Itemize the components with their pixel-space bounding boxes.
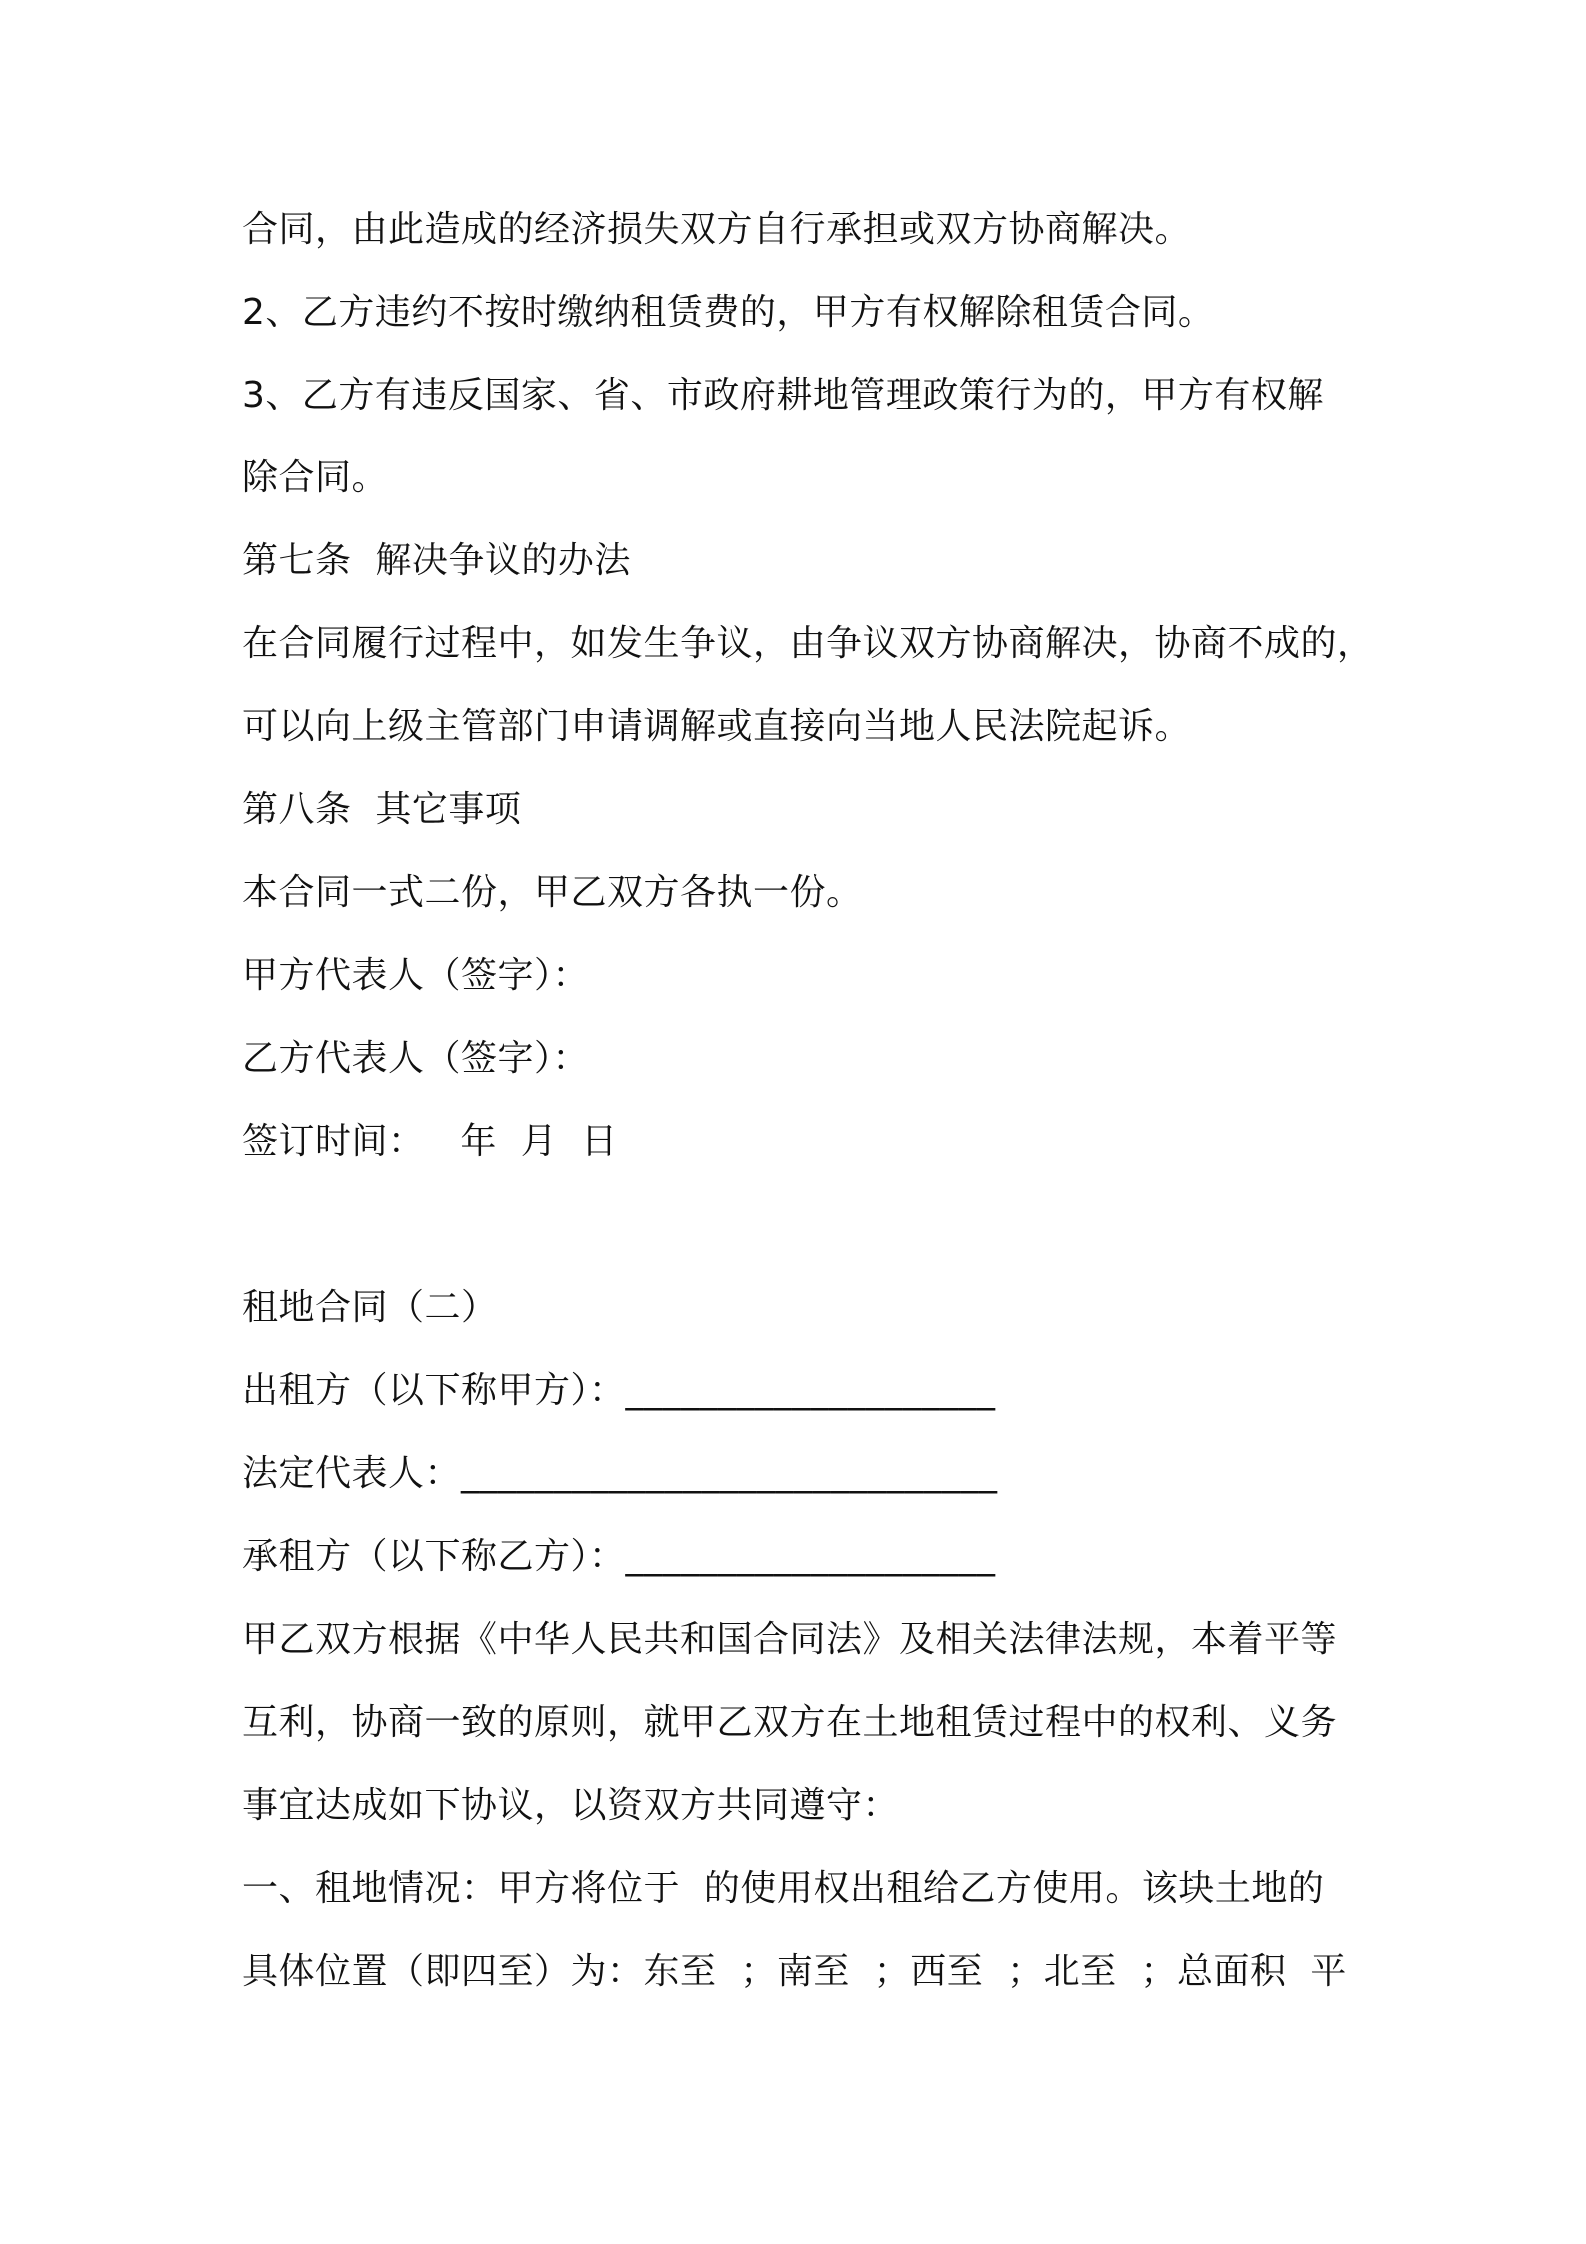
text-line: 事宜达成如下协议，以资双方共同遵守： xyxy=(242,1785,900,1826)
text-line: 除合同。 xyxy=(242,457,389,498)
signature-line: 乙方代表人（签字）： xyxy=(242,1038,590,1079)
text-line: 具体位置（即四至）为：东至 ；南至 ；西至 ；北至 ；总面积 平 xyxy=(242,1951,1347,1992)
fill-in-line: 法定代表人：_____________________________ xyxy=(242,1453,998,1494)
fill-in-line: 出租方（以下称甲方）：____________________ xyxy=(242,1370,996,1411)
text-line: 一、租地情况：甲方将位于 的使用权出租给乙方使用。该块土地的 xyxy=(242,1868,1325,1909)
text-line: 在合同履行过程中，如发生争议，由争议双方协商解决，协商不成的， xyxy=(242,623,1374,664)
text-line: 3、乙方有违反国家、省、市政府耕地管理政策行为的，甲方有权解 xyxy=(242,375,1324,416)
signature-line: 甲方代表人（签字）： xyxy=(242,955,590,996)
text-line: 互利，协商一致的原则，就甲乙双方在土地租赁过程中的权利、义务 xyxy=(242,1702,1338,1743)
fill-in-line: 承租方（以下称乙方）：____________________ xyxy=(242,1536,996,1577)
date-line: 签订时间： 年 月 日 xyxy=(242,1121,618,1162)
text-line: 本合同一式二份，甲乙双方各执一份。 xyxy=(242,872,863,913)
text-line: 甲乙双方根据《中华人民共和国合同法》及相关法律法规，本着平等 xyxy=(242,1619,1338,1660)
contract-title: 租地合同（二） xyxy=(242,1287,498,1328)
section-heading: 第七条 解决争议的办法 xyxy=(242,540,631,581)
text-line: 可以向上级主管部门申请调解或直接向当地人民法院起诉。 xyxy=(242,706,1192,747)
text-line: 2、乙方违约不按时缴纳租赁费的，甲方有权解除租赁合同。 xyxy=(242,292,1215,333)
text-line: 合同，由此造成的经济损失双方自行承担或双方协商解决。 xyxy=(242,209,1192,250)
section-heading: 第八条 其它事项 xyxy=(242,789,522,830)
